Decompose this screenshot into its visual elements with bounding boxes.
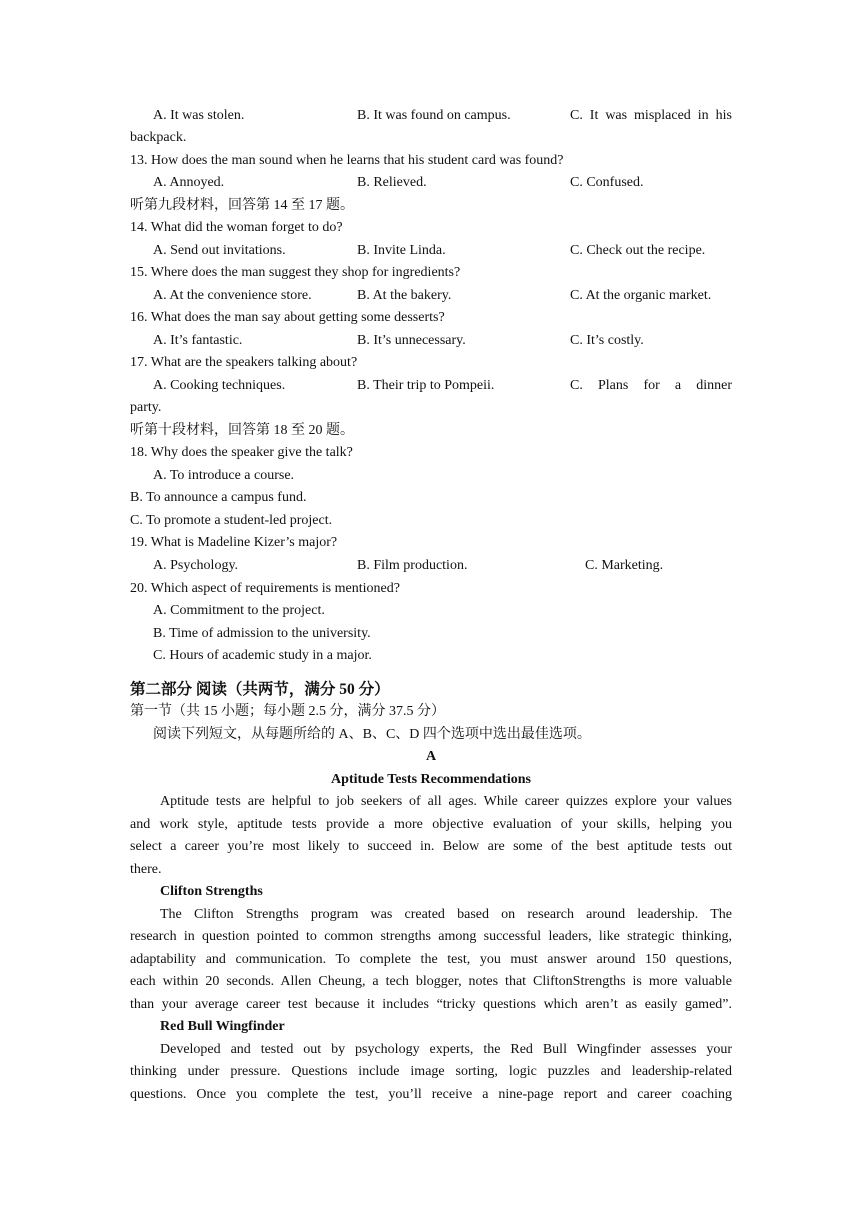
intro-line: there. — [130, 862, 162, 877]
q18-stem: 18. Why does the speaker give the talk? — [130, 445, 353, 460]
clifton-line: adaptability and communication. To complete the test, you must answer around 150 questions, — [130, 952, 732, 967]
q14-option-b: B. Invite Linda. — [357, 243, 446, 258]
passage-title: Aptitude Tests Recommendations — [331, 772, 531, 787]
q19-stem: 19. What is Madeline Kizer’s major? — [130, 535, 338, 550]
q18-option-c: C. To promote a student-led project. — [130, 513, 333, 528]
q17-options — [153, 375, 732, 397]
q13-stem: 13. How does the man sound when he learns that his student card was found? — [130, 153, 564, 168]
q16-option-b: B. It’s unnecessary. — [357, 333, 466, 348]
q12-option-b: B. It was found on campus. — [357, 108, 511, 123]
clifton-line: than your average career test because it includes “tricky questions which aren’t as easily gamed”. — [130, 997, 732, 1012]
q19-options — [153, 555, 732, 577]
q15-option-a: A. At the convenience store. — [153, 288, 312, 303]
q13-option-b: B. Relieved. — [357, 175, 427, 190]
q13-option-a: A. Annoyed. — [153, 175, 225, 190]
clifton-line: The Clifton Strengths program was created based on research around leadership. The — [160, 907, 732, 922]
q19-option-a: A. Psychology. — [153, 558, 239, 573]
q20-option-b: B. Time of admission to the university. — [153, 626, 371, 641]
q13-options — [153, 172, 732, 194]
q20-option-a: A. Commitment to the project. — [153, 603, 325, 618]
clifton-line: each within 20 seconds. Allen Cheung, a tech blogger, notes that CliftonStrengths is more valuable — [130, 974, 732, 989]
redbull-line: thinking under pressure. Questions include image sorting, logic puzzles and leadership-related — [130, 1064, 732, 1079]
q17-stem: 17. What are the speakers talking about? — [130, 355, 358, 370]
q16-options — [153, 330, 732, 352]
q15-stem: 15. Where does the man suggest they shop for ingredients? — [130, 265, 461, 280]
q15-option-c: C. At the organic market. — [570, 288, 712, 303]
q14-option-c: C. Check out the recipe. — [570, 243, 706, 258]
q12-options — [153, 105, 732, 127]
q12-option-c: C. It was misplaced in his — [570, 108, 732, 123]
q16-option-a: A. It’s fantastic. — [153, 333, 243, 348]
q14-stem: 14. What did the woman forget to do? — [130, 220, 343, 235]
intro-line: select a career you’re most likely to succeed in. Below are some of the best aptitude tests out — [130, 839, 732, 854]
section-9-heading: 听第九段材料，回答第 14 至 17 题。 — [130, 198, 354, 213]
q13-option-c: C. Confused. — [570, 175, 644, 190]
section-10-heading: 听第十段材料，回答第 18 至 20 题。 — [130, 423, 354, 438]
q14-options — [153, 240, 732, 262]
q18-option-b: B. To announce a campus fund. — [130, 490, 307, 505]
q17-option-a: A. Cooking techniques. — [153, 378, 286, 393]
reading-instruction: 阅读下列短文，从每题所给的 A、B、C、D 四个选项中选出最佳选项。 — [153, 727, 591, 742]
q19-option-c: C. Marketing. — [585, 558, 664, 573]
q14-option-a: A. Send out invitations. — [153, 243, 286, 258]
q16-stem: 16. What does the man say about getting some desserts? — [130, 310, 445, 325]
q17-option-c-continued: party. — [130, 400, 162, 415]
red-bull-wingfinder-heading: Red Bull Wingfinder — [160, 1019, 285, 1034]
q12-option-c-continued: backpack. — [130, 130, 187, 145]
q17-option-b: B. Their trip to Pompeii. — [357, 378, 495, 393]
clifton-line: research in question pointed to common strengths among successful leaders, like strategic thinking, — [130, 929, 732, 944]
section-1-heading: 第一节（共 15 小题；每小题 2.5 分，满分 37.5 分） — [130, 704, 445, 719]
q12-option-a: A. It was stolen. — [153, 108, 245, 123]
q17-option-c: C. Plans for a dinner — [570, 378, 732, 393]
q20-stem: 20. Which aspect of requirements is mentioned? — [130, 581, 400, 596]
part-2-title: 第二部分 阅读（共两节，满分 50 分） — [130, 681, 390, 698]
q16-option-c: C. It’s costly. — [570, 333, 644, 348]
redbull-line: Developed and tested out by psychology experts, the Red Bull Wingfinder assesses your — [160, 1042, 732, 1057]
intro-line: Aptitude tests are helpful to job seekers of all ages. While career quizzes explore your values — [160, 794, 732, 809]
q19-option-b: B. Film production. — [357, 558, 468, 573]
q18-option-a: A. To introduce a course. — [153, 468, 295, 483]
q15-option-b: B. At the bakery. — [357, 288, 452, 303]
q20-option-c: C. Hours of academic study in a major. — [153, 648, 372, 663]
passage-letter: A — [425, 749, 437, 764]
q15-options — [153, 285, 732, 307]
redbull-line: questions. Once you complete the test, you’ll receive a nine-page report and career coaching — [130, 1087, 732, 1102]
clifton-strengths-heading: Clifton Strengths — [160, 884, 263, 899]
intro-line: and work style, aptitude tests provide a more objective evaluation of your skills, helping you — [130, 817, 732, 832]
